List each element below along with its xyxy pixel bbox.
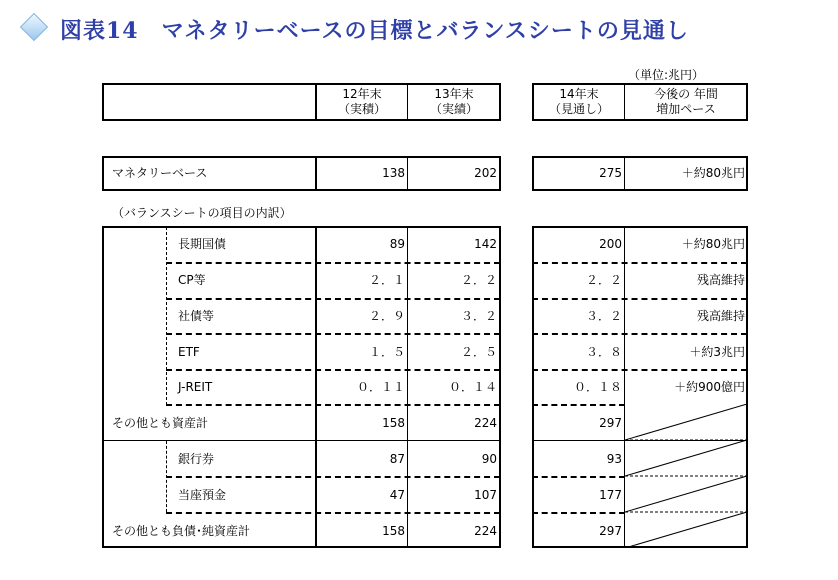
liability-total-y13: 224 — [474, 524, 497, 538]
section-separator — [102, 440, 501, 441]
header-y13-line2: （実績） — [429, 102, 478, 116]
asset-y13: ３．２ — [460, 309, 497, 323]
row-separator — [532, 404, 625, 406]
monetary-base-y12: 138 — [382, 166, 405, 180]
row-separator — [532, 298, 747, 300]
header-y14 — [534, 87, 624, 117]
unit-label: （単位:兆円） — [628, 68, 705, 82]
monetary-base-divider — [624, 156, 625, 191]
asset-total-label: その他とも資産計 — [112, 416, 209, 430]
asset-y13: ０．１４ — [448, 380, 497, 394]
row-separator — [532, 512, 625, 514]
asset-label: 社債等 — [178, 309, 215, 323]
header-y12-line1: 12年末 — [342, 87, 382, 101]
asset-y14: ３．２ — [585, 309, 622, 323]
asset-label: 長期国債 — [178, 237, 227, 251]
header-pace — [626, 87, 746, 117]
slash-line — [625, 512, 747, 548]
monetary-base-divider — [407, 156, 408, 191]
asset-indent-line — [166, 227, 167, 405]
liability-y12: 47 — [389, 488, 405, 502]
asset-y14: ３．８ — [585, 345, 622, 359]
asset-label: ETF — [178, 345, 200, 359]
monetary-base-pace: ＋約80兆円 — [681, 166, 745, 180]
asset-y12: ２．９ — [368, 309, 405, 323]
liability-y12: 87 — [389, 452, 405, 466]
header-y13 — [409, 87, 499, 117]
asset-pace: 残高維持 — [696, 273, 745, 287]
asset-y12: ０．１１ — [356, 380, 405, 394]
header-pace-line1: 今後の 年間 — [654, 87, 718, 101]
asset-total-y13: 224 — [474, 416, 497, 430]
liability-total-y14: 297 — [599, 524, 622, 538]
row-separator — [532, 369, 747, 371]
liability-total-label: その他とも負債･純資産計 — [112, 524, 251, 538]
liability-y13: 90 — [481, 452, 497, 466]
monetary-base-label: マネタリーベース — [112, 166, 208, 180]
section-label: （バランスシートの項目の内訳） — [112, 206, 292, 220]
liability-y14: 177 — [599, 488, 622, 502]
header-y13-line1: 13年末 — [434, 87, 474, 101]
row-separator — [166, 298, 500, 300]
pace-not-applicable-slashes — [625, 404, 748, 548]
row-separator — [532, 262, 747, 264]
slash-line — [625, 476, 747, 512]
header-divider — [624, 83, 625, 121]
monetary-base-y13: 202 — [474, 166, 497, 180]
asset-total-y14: 297 — [599, 416, 622, 430]
asset-y14: ０．１８ — [573, 380, 622, 394]
asset-y13: 142 — [474, 237, 497, 251]
header-y12-line2: （実積） — [337, 102, 386, 116]
row-separator — [532, 476, 625, 478]
liability-label: 銀行券 — [178, 452, 215, 466]
liability-label: 当座預金 — [178, 488, 227, 502]
liability-y14: 93 — [606, 452, 622, 466]
slash-line — [625, 440, 747, 476]
asset-y14: ２．２ — [585, 273, 622, 287]
row-separator — [166, 404, 500, 406]
asset-pace: ＋約900億円 — [674, 380, 745, 394]
asset-label: J-REIT — [178, 380, 213, 394]
row-separator — [166, 476, 500, 478]
header-y14-line2: （見通し） — [548, 102, 609, 116]
asset-total-y12: 158 — [382, 416, 405, 430]
header-pace-line2: 増加ペース — [656, 102, 716, 116]
asset-pace: ＋約3兆円 — [689, 345, 745, 359]
asset-y14: 200 — [599, 237, 622, 251]
row-separator — [166, 512, 500, 514]
asset-y12: 89 — [389, 237, 405, 251]
header-y12 — [317, 87, 407, 117]
header-y14-line1: 14年末 — [559, 87, 599, 101]
row-separator — [166, 333, 500, 335]
asset-y13: ２．５ — [460, 345, 497, 359]
row-separator — [166, 262, 500, 264]
asset-y13: ２．２ — [460, 273, 497, 287]
asset-label: CP等 — [178, 273, 206, 287]
asset-pace: ＋約80兆円 — [681, 237, 745, 251]
liability-y13: 107 — [474, 488, 497, 502]
header-divider — [407, 83, 408, 121]
page-title: 図表14 マネタリーベースの目標とバランスシートの見通し — [60, 18, 689, 44]
title-diamond-icon — [20, 13, 48, 41]
balance-sheet-divider — [407, 226, 408, 548]
asset-y12: １．５ — [368, 345, 405, 359]
asset-pace: 残高維持 — [696, 309, 745, 323]
monetary-base-y14: 275 — [599, 166, 622, 180]
row-separator — [166, 369, 500, 371]
slash-line — [625, 404, 747, 440]
asset-y12: ２．１ — [368, 273, 405, 287]
row-separator — [532, 333, 747, 335]
liability-total-y12: 158 — [382, 524, 405, 538]
